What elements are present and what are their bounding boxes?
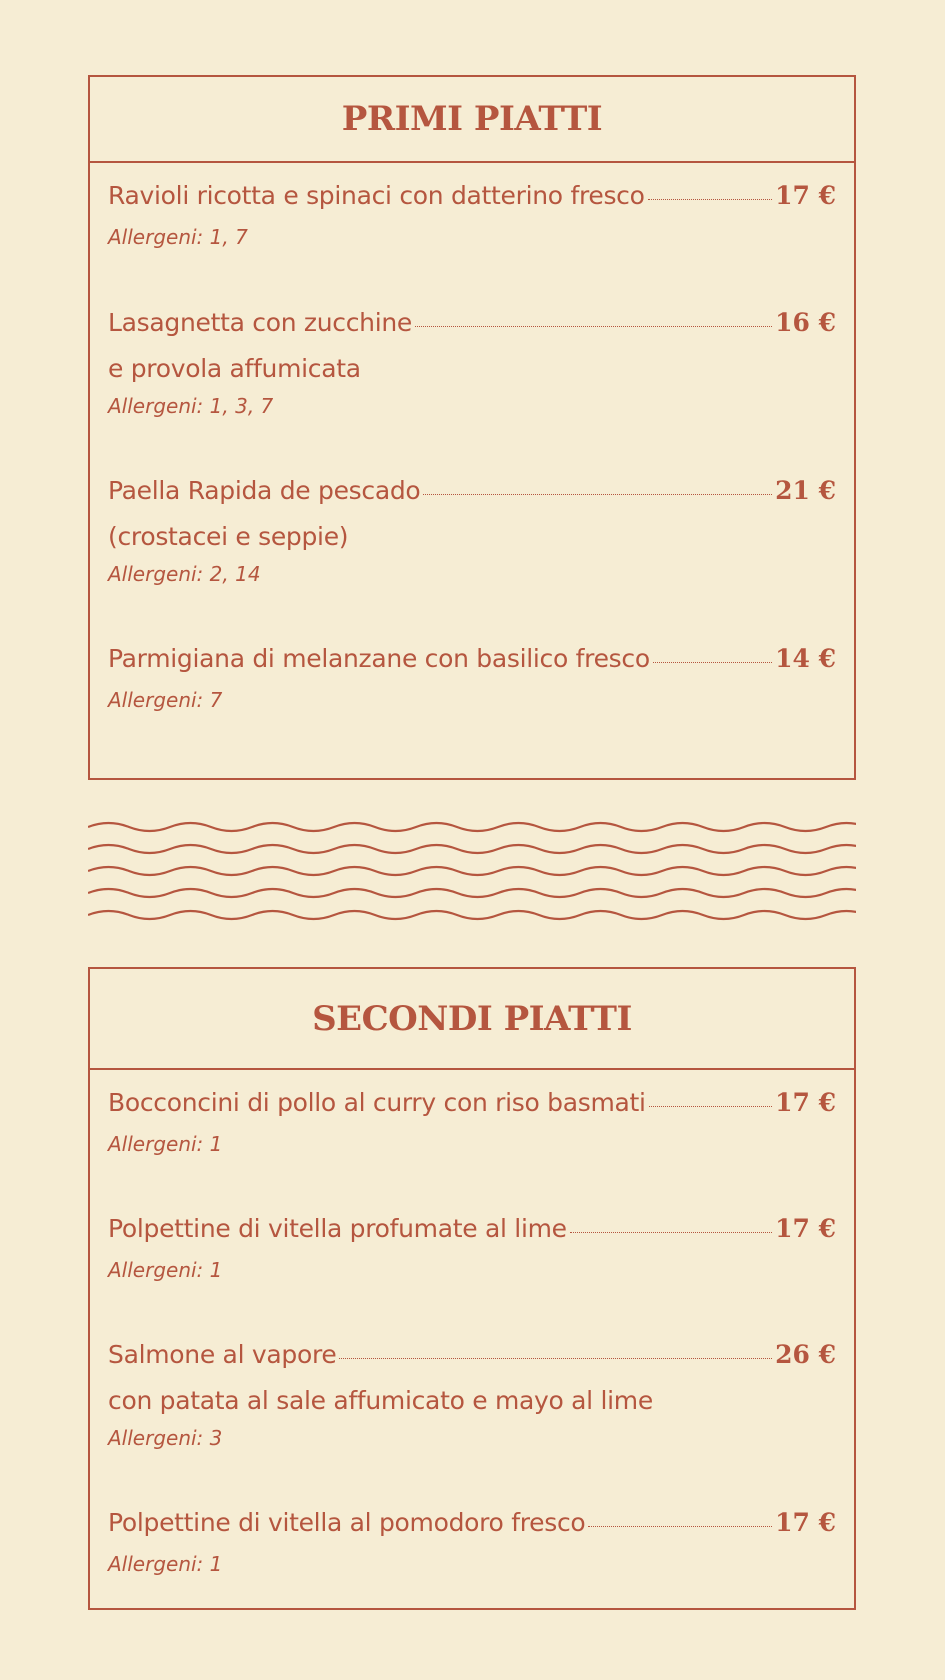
dish-allergens: Allergeni: 1 [108, 1552, 223, 1576]
menu-item [108, 476, 836, 586]
dish-price: 21 € [775, 476, 836, 505]
dish-allergens: Allergeni: 3 [108, 1426, 223, 1450]
dish-allergens: Allergeni: 1 [108, 1258, 223, 1282]
dish-name: Ravioli ricotta e spinaci con datterino fresco [108, 181, 645, 210]
dotted-leader [649, 1106, 772, 1107]
dish-price: 17 € [775, 1214, 836, 1243]
dish-price: 17 € [775, 181, 836, 210]
dish-description: (crostacei e seppie) [108, 522, 349, 551]
menu-item [108, 1340, 836, 1450]
dish-price: 16 € [775, 308, 836, 337]
secondi-piatti-section [88, 967, 856, 1610]
dotted-leader [588, 1526, 772, 1527]
dish-allergens: Allergeni: 7 [108, 688, 223, 712]
primi-piatti-section [88, 75, 856, 780]
section-header [90, 969, 854, 1070]
dotted-leader [648, 199, 772, 200]
wave-divider [88, 815, 856, 935]
dish-allergens: Allergeni: 1 [108, 1132, 223, 1156]
section-title: PRIMI PIATTI [341, 99, 603, 139]
dish-allergens: Allergeni: 1, 7 [108, 225, 248, 249]
menu-item [108, 1508, 836, 1576]
wave-line [88, 823, 856, 831]
menu-item [108, 644, 836, 712]
menu-item [108, 308, 836, 418]
dish-name: Polpettine di vitella profumate al lime [108, 1214, 567, 1243]
menu-item [108, 1214, 836, 1282]
dish-price: 17 € [775, 1508, 836, 1537]
dotted-leader [415, 326, 772, 327]
dish-price: 17 € [775, 1088, 836, 1117]
menu-item [108, 181, 836, 249]
dish-price: 26 € [775, 1340, 836, 1369]
menu-item [108, 1088, 836, 1156]
dish-name: Lasagnetta con zucchine [108, 308, 412, 337]
dotted-leader [339, 1358, 772, 1359]
dish-description: e provola affumicata [108, 354, 361, 383]
dish-allergens: Allergeni: 1, 3, 7 [108, 394, 274, 418]
dish-allergens: Allergeni: 2, 14 [108, 562, 261, 586]
dotted-leader [570, 1232, 772, 1233]
dish-name: Bocconcini di pollo al curry con riso basmati [108, 1088, 646, 1117]
dish-name: Parmigiana di melanzane con basilico fresco [108, 644, 650, 673]
section-header [90, 77, 854, 163]
dish-name: Salmone al vapore [108, 1340, 337, 1369]
dish-name: Polpettine di vitella al pomodoro fresco [108, 1508, 586, 1537]
wave-line [88, 867, 856, 875]
dish-price: 14 € [775, 644, 836, 673]
dish-description: con patata al sale affumicato e mayo al lime [108, 1386, 653, 1415]
wave-line [88, 889, 856, 897]
wave-line [88, 845, 856, 853]
section-title: SECONDI PIATTI [312, 998, 632, 1039]
wave-line [88, 911, 856, 919]
dotted-leader [423, 494, 772, 495]
dotted-leader [653, 662, 772, 663]
dish-name: Paella Rapida de pescado [108, 476, 421, 505]
